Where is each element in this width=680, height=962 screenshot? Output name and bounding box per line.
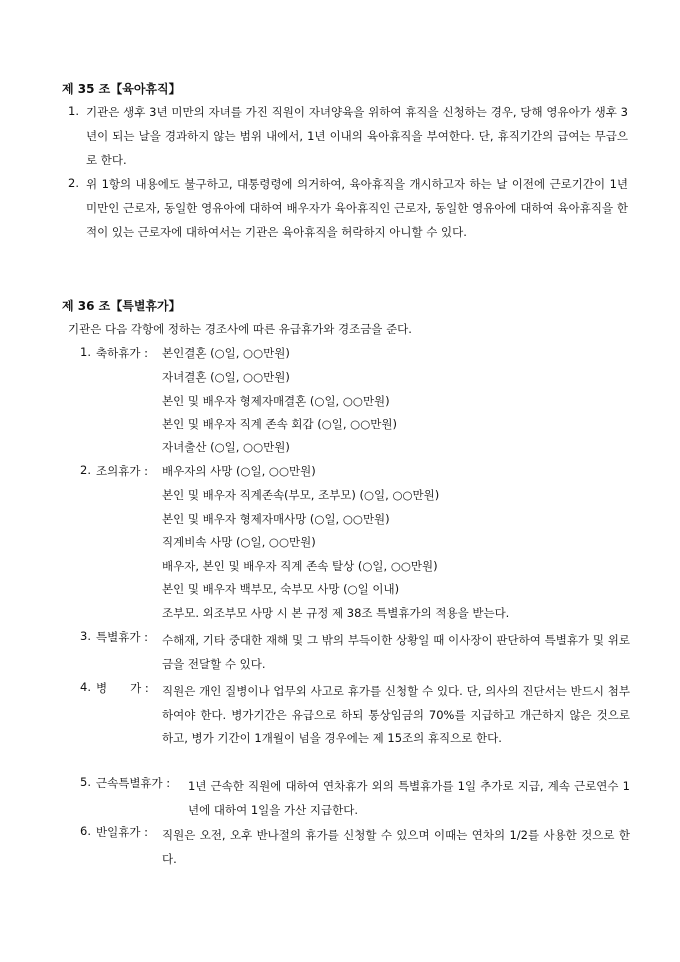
item-number: 3.: [80, 629, 91, 643]
item-6: [80, 824, 630, 871]
item-2-line: 조부모. 외조부모 사망 시 본 규정 제 38조 특별휴가의 적용을 받는다.: [162, 606, 510, 620]
item-1-line: 본인 및 배우자 형제자매결혼 (○일, ○○만원): [162, 394, 390, 408]
item-label: 특별휴가 :: [96, 630, 148, 644]
item-label: 축하휴가 :: [96, 346, 148, 360]
item-2-line: 배우자, 본인 및 배우자 직계 존속 탈상 (○일, ○○만원): [162, 559, 438, 573]
item-2-line: 본인 및 배우자 직계존속(부모, 조부모) (○일, ○○만원): [162, 488, 440, 502]
paragraph-text: 위 1항의 내용에도 불구하고, 대통령령에 의거하여, 육아휴직을 개시하고자 하는 날 이전에 근로기간이 1년 미만인 근로자, 동일한 영유아에 대하여 배우자가 육아휴직인 근로자, 동일한 영유아에 대하여 육아휴직을 한 적이 있는 근로자에 대하여서는 기관은 육아휴직을 허락하지 아니할 수 있다.: [86, 177, 628, 239]
item-5: [80, 775, 630, 822]
article-36-title: 제 36 조【특별휴가】: [62, 299, 181, 313]
item-text: 수해재, 기타 중대한 재해 및 그 밖의 부득이한 상황일 때 이사장이 판단하여 특별휴가 및 위로금을 전달할 수 있다.: [162, 633, 630, 671]
item-text: 1년 근속한 직원에 대하여 연차휴가 외의 특별휴가를 1일 추가로 지급, 계속 근로연수 1년에 대하여 1일을 가산 지급한다.: [188, 779, 630, 817]
item-1-line: 본인 및 배우자 직계 존속 회갑 (○일, ○○만원): [162, 417, 397, 431]
article-35-title: 제 35 조【육아휴직】: [62, 82, 181, 96]
paragraph-number: 2.: [68, 176, 79, 190]
paragraph-number: 1.: [68, 104, 79, 118]
item-2-line: 직계비속 사망 (○일, ○○만원): [162, 535, 316, 549]
item-label: 병 가 :: [96, 681, 149, 695]
item-number: 6.: [80, 824, 91, 838]
item-3: [80, 629, 630, 676]
item-4: [80, 680, 630, 751]
article-36-intro: 기관은 다음 각항에 정하는 경조사에 따른 유급휴가와 경조금을 준다.: [68, 322, 412, 336]
item-1-line: 자녀결혼 (○일, ○○만원): [162, 370, 290, 384]
item-2-line: 본인 및 배우자 형제자매사망 (○일, ○○만원): [162, 512, 390, 526]
item-text: 직원은 개인 질병이나 업무외 사고로 휴가를 신청할 수 있다. 단, 의사의 진단서는 반드시 첨부하여야 한다. 병가기간은 유급으로 하되 통상임금의 70%를 지급하고 개근하지 않은 것으로 하고, 병가 기간이 1개월이 넘을 경우에는 제 15조의 휴직으로 한다.: [162, 684, 630, 745]
item-label: 근속특별휴가 :: [96, 776, 171, 790]
article-35-paragraph-1: [68, 100, 628, 172]
item-2-line: 배우자의 사망 (○일, ○○만원): [162, 464, 316, 478]
item-number: 5.: [80, 775, 91, 789]
item-number: 1.: [80, 345, 91, 359]
item-text: 직원은 오전, 오후 반나절의 휴가를 신청할 수 있으며 이때는 연차의 1/2를 사용한 것으로 한다.: [162, 828, 630, 866]
item-number: 2.: [80, 463, 91, 477]
item-number: 4.: [80, 680, 91, 694]
item-1-line: 본인결혼 (○일, ○○만원): [162, 346, 290, 360]
item-label: 반일휴가 :: [96, 825, 148, 839]
article-35-paragraph-2: [68, 172, 628, 244]
paragraph-text: 기관은 생후 3년 미만의 자녀를 가진 직원이 자녀양육을 위하여 휴직을 신청하는 경우, 당해 영유아가 생후 3년이 되는 날을 경과하지 않는 범위 내에서, 1년 이내의 육아휴직을 부여한다. 단, 휴직기간의 급여는 무급으로 한다.: [86, 105, 628, 167]
item-label: 조의휴가 :: [96, 464, 148, 478]
item-1-line: 자녀출산 (○일, ○○만원): [162, 440, 290, 454]
item-2-line: 본인 및 배우자 백부모, 숙부모 사망 (○일 이내): [162, 582, 400, 596]
